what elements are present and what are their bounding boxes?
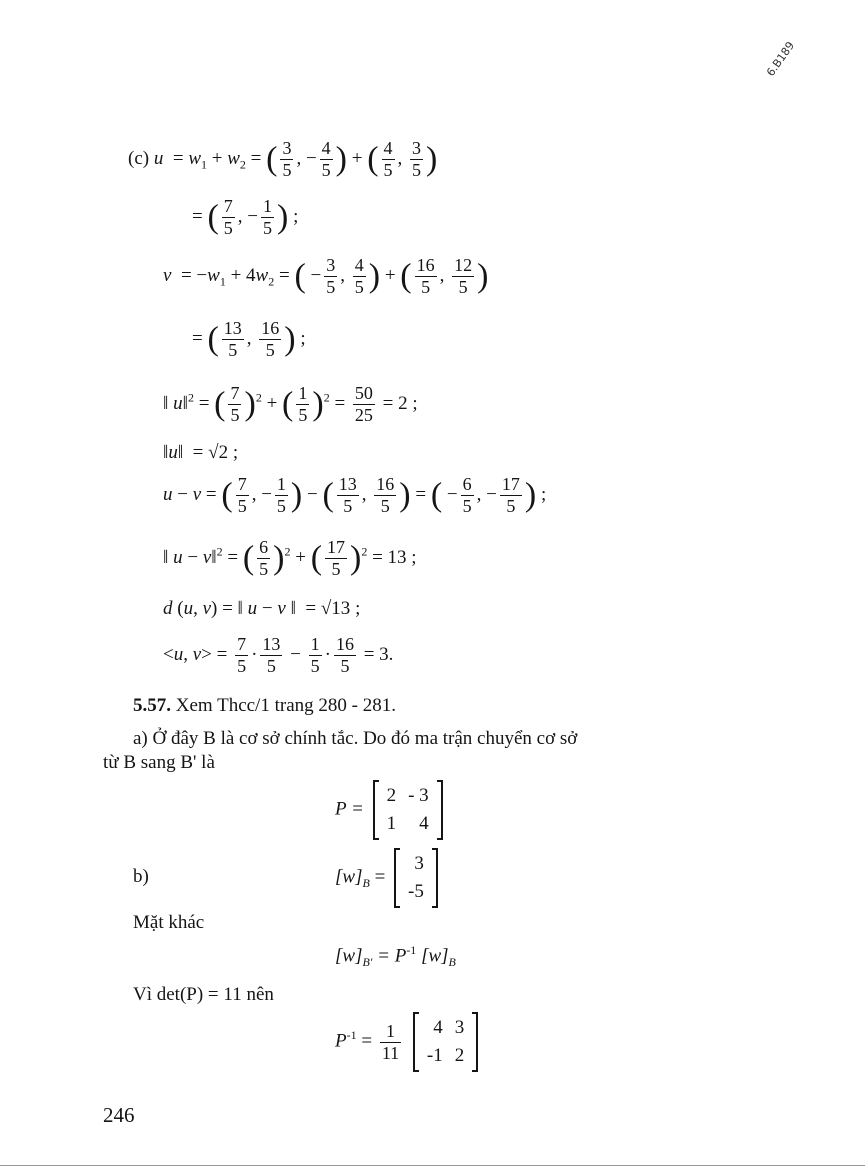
cell: - 3: [408, 785, 429, 806]
frac: [374, 474, 396, 517]
sqrt-two: √2: [208, 442, 229, 463]
num: 7: [223, 196, 233, 216]
frac: [296, 383, 309, 426]
var-w2: w: [255, 264, 269, 286]
frac: [353, 255, 366, 298]
frac: [275, 474, 288, 517]
eq-v-sum: $v = -w_1 + 4w_2$ = ( − $\frac{3}{5}$ , $\frac{4}{5}$ ) + ( $\frac{16}{5}$ , $\frac{12}{5}$ ): [163, 255, 489, 297]
var-u: u: [168, 442, 178, 463]
var-u: u: [153, 147, 164, 169]
frac: [325, 537, 347, 580]
eq-u-minus-v: u − v = ( $\frac{7}{5}$ , − $\frac{1}{5}$ ) − ( $\frac{13}{5}$ , $\frac{16}{5}$ ) = ( − $\frac{6}{5}$ , − $\frac{17}{5}$ ) ;: [163, 474, 547, 516]
cell: -5: [408, 881, 424, 902]
frac: [382, 138, 395, 181]
num: 17: [327, 537, 346, 557]
frac: [353, 383, 375, 426]
frac: [415, 255, 437, 298]
num: 4: [383, 138, 393, 158]
part-c-label: (c): [128, 147, 150, 169]
var-u: u: [173, 643, 184, 665]
num: 16: [376, 474, 395, 494]
num: 50: [354, 383, 373, 403]
den: 25: [354, 405, 373, 425]
problem-reference: Xem Thcc/1 trang 280 - 281.: [175, 695, 396, 716]
var-v: v: [163, 264, 172, 286]
num: 3: [412, 138, 422, 158]
num: 6: [259, 537, 269, 557]
den: 5: [331, 559, 341, 579]
den: 5: [282, 160, 292, 180]
p-sup: -1: [346, 1028, 357, 1043]
frac: [260, 634, 282, 677]
var-v: v: [192, 483, 202, 505]
eq-norm-u: ‖u‖ = √2 ;: [163, 442, 239, 463]
den: 5: [263, 218, 273, 238]
den: 5: [326, 277, 336, 297]
matrix-w-b: [394, 848, 438, 908]
frac: [452, 255, 474, 298]
num: 6: [462, 474, 472, 494]
num: 16: [335, 634, 354, 654]
frac: [261, 196, 274, 239]
p-sup: -1: [406, 943, 417, 957]
num: 13: [223, 318, 242, 338]
result: = 3.: [363, 643, 394, 665]
num: 12: [454, 255, 473, 275]
den: 5: [421, 277, 431, 297]
den: 5: [343, 496, 353, 516]
p-label: P: [335, 1030, 347, 1052]
den: 5: [230, 405, 240, 425]
var-u: u: [247, 598, 258, 619]
w-label: [w]: [335, 945, 363, 967]
problem-heading: [133, 695, 396, 717]
cell: 2: [454, 1045, 465, 1066]
part-a-line2: từ B sang B' là: [103, 752, 215, 773]
den: 5: [354, 277, 364, 297]
eq-inner-product: <u, v> = $\frac{7}{5}$ · $\frac{13}{5}$ − $\frac{1}{5}$ · $\frac{16}{5}$ = 3.: [163, 634, 394, 676]
frac: [280, 138, 293, 181]
cell: 3: [414, 853, 424, 874]
den: 5: [298, 405, 308, 425]
var-v: v: [202, 598, 212, 619]
matrix-p-inverse-equation: $P^{-1}$ = $\frac{1}{11}$ 4 3 -1 2: [335, 1012, 482, 1072]
frac: [337, 474, 359, 517]
mat-khac-text: Mặt khác: [133, 912, 205, 933]
frac: [222, 318, 244, 361]
frac: [228, 383, 241, 426]
w-sub: B': [362, 955, 373, 970]
var-w1: w: [207, 264, 220, 286]
frac: [410, 138, 423, 181]
num: 1: [380, 1021, 401, 1043]
frac: [235, 634, 248, 677]
sub-1: 1: [201, 157, 207, 172]
cell: 4: [419, 813, 429, 834]
den: 5: [237, 656, 247, 676]
coef: 4: [246, 264, 256, 286]
num: 4: [321, 138, 331, 158]
p-label: = P: [377, 945, 407, 967]
den: 5: [266, 656, 276, 676]
num: 7: [237, 634, 247, 654]
frac: [222, 196, 235, 239]
eq-norm-diff-squared: ‖ u − v‖$^2$ = ( $\frac{6}{5}$ )$^2$ + ( $\frac{17}{5}$ )$^2$ = 13 ;: [163, 537, 417, 579]
frac: [259, 318, 281, 361]
sub-2: 2: [268, 274, 275, 289]
cell: -1: [426, 1045, 443, 1066]
eq-u-sum: (c) $u = w_1 + w_2$ = ( $\frac{3}{5}$ , − $\frac{4}{5}$ ) + ( $\frac{4}{5}$ , $\frac{3}{5}$ ): [128, 138, 438, 180]
var-u: u: [173, 546, 183, 568]
den: 5: [383, 160, 393, 180]
den: 5: [380, 496, 390, 516]
num: 1: [310, 634, 320, 654]
page-bottom-edge: [0, 1165, 865, 1166]
var-v: v: [202, 546, 212, 568]
den: 5: [276, 496, 286, 516]
sub-1: 1: [219, 274, 226, 289]
eq-change-of-basis: [335, 943, 456, 970]
num: 7: [230, 383, 240, 403]
result: = 2 ;: [382, 392, 418, 414]
vector-w-b: $[w]_B$ = 3 -5: [335, 848, 442, 908]
num: 17: [501, 474, 520, 494]
w-label: [w]: [335, 866, 363, 888]
problem-number: 5.57.: [133, 695, 171, 716]
den: 5: [412, 160, 422, 180]
num: 1: [298, 383, 308, 403]
num: 1: [276, 474, 286, 494]
den: 5: [228, 340, 238, 360]
frac: [309, 634, 322, 677]
part-a-line1: a) Ở đây B là cơ sở chính tắc. Do đó ma trận chuyển cơ sở: [133, 728, 578, 749]
den: 5: [506, 496, 516, 516]
num: 16: [261, 318, 280, 338]
den: 5: [340, 656, 350, 676]
vi-det-line: Vì det(P) = 11 nên: [133, 984, 274, 1005]
den: 5: [462, 496, 472, 516]
w-sub: B: [362, 876, 370, 891]
cell: 3: [454, 1017, 465, 1038]
frac: [320, 138, 333, 181]
num: 3: [282, 138, 292, 158]
w-sub: B: [448, 955, 456, 970]
den: 11: [381, 1042, 400, 1063]
frac: [334, 634, 356, 677]
var-v: v: [192, 643, 202, 665]
num: 1: [263, 196, 273, 216]
w-label: [w]: [421, 945, 449, 967]
num: 16: [416, 255, 435, 275]
sqrt-thirteen: √13: [320, 598, 351, 619]
var-u: u: [173, 392, 183, 414]
eq-norm-u-squared: ‖ u‖$^2$ = ( $\frac{7}{5}$ )$^2$ + ( $\frac{1}{5}$ )$^2$ = $\frac{50}{25}$ = 2 ;: [163, 383, 418, 425]
var-w1: w: [188, 147, 201, 169]
den: 5: [310, 656, 320, 676]
den: 5: [223, 218, 233, 238]
frac: [324, 255, 337, 298]
frac: [500, 474, 522, 517]
den: 5: [321, 160, 331, 180]
cell: 1: [386, 813, 397, 834]
matrix-p-label: P =: [335, 798, 364, 820]
eq-distance: d (u, v) = ‖ u − v ‖ = √13 ;: [163, 598, 361, 619]
sub-2: 2: [239, 157, 246, 172]
eq-v-result: = ( $\frac{13}{5}$ , $\frac{16}{5}$ ) ;: [192, 318, 306, 360]
cell: 2: [386, 785, 397, 806]
frac: [236, 474, 249, 517]
var-u: u: [183, 598, 194, 619]
result: = 13 ;: [372, 546, 417, 568]
num: 13: [338, 474, 357, 494]
page-number: 246: [103, 1103, 135, 1127]
var-w2: w: [227, 147, 240, 169]
var-u: u: [163, 483, 173, 505]
num: 13: [262, 634, 281, 654]
matrix-p: [373, 780, 443, 840]
den: 5: [458, 277, 468, 297]
frac: [257, 537, 270, 580]
frac: [380, 1021, 401, 1064]
var-v: v: [277, 598, 286, 619]
num: 4: [354, 255, 364, 275]
part-b-label: b): [133, 866, 149, 887]
num: 3: [326, 255, 336, 275]
den: 5: [259, 559, 269, 579]
den: 5: [237, 496, 247, 516]
den: 5: [265, 340, 275, 360]
library-stamp: 6.B189: [764, 39, 798, 79]
matrix-p-equation: [335, 780, 447, 840]
cell: 4: [433, 1017, 443, 1038]
frac: [461, 474, 474, 517]
num: 7: [237, 474, 247, 494]
eq-u-result: = ( $\frac{7}{5}$ , − $\frac{1}{5}$ ) ;: [192, 196, 299, 238]
matrix-p-inverse: [413, 1012, 478, 1072]
